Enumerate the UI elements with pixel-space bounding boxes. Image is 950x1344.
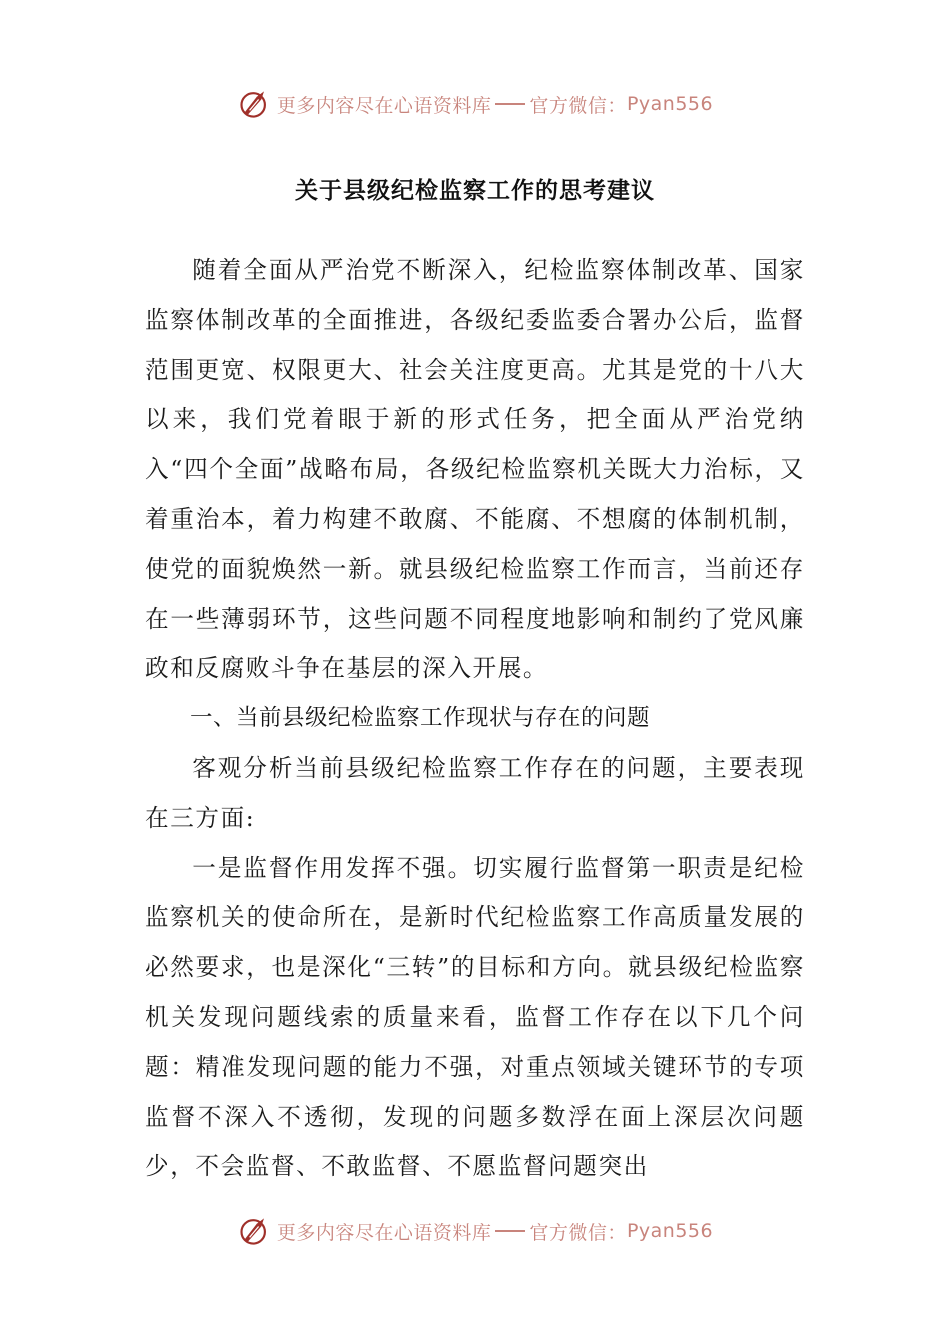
watermark-id: Pyan556: [626, 93, 714, 115]
section-paragraph: 客观分析当前县级纪检监察工作存在的问题，主要表现在三方面:: [145, 753, 805, 832]
pen-nib-circle-icon: [237, 86, 273, 122]
watermark-text: 更多内容尽在心语资料库: [276, 1221, 492, 1244]
section-heading: 一、当前县级纪检监察工作现状与存在的问题: [190, 705, 651, 732]
watermark-dash: [495, 1230, 525, 1232]
intro-paragraph: 随着全面从严治党不断深入，纪检监察体制改革、国家监察体制改革的全面推进，各级纪委监委合署办公后，监督范围更宽、权限更大、社会关注度更高。尤其是党的十八大以来，我们党着眼于新的形式任务，把全面从严治党纳入“四个全面”战略布局，各级纪检监察机关既大力治标，又着重治本，着力构建不敢腐、不能腐、不想腐的体制机制，使党的面貌焕然一新。就县级纪检监察工作而言，当前还存在一些薄弱环节，这些问题不同程度地影响和制约了党风廉政和反腐败斗争在基层的深入开展。: [145, 256, 805, 683]
header-watermark: [0, 84, 950, 124]
document-title: 关于县级纪检监察工作的思考建议: [295, 178, 655, 204]
watermark-label: 官方微信：: [529, 1221, 627, 1244]
watermark-dash: [495, 103, 525, 105]
document-body: [145, 246, 805, 1192]
pen-nib-circle-icon: [237, 1213, 273, 1249]
footer-watermark: [0, 1211, 950, 1251]
section-paragraph: 一是监督作用发挥不强。切实履行监督第一职责是纪检监察机关的使命所在，是新时代纪检监察工作高质量发展的必然要求，也是深化“三转”的目标和方向。就县级纪检监察机关发现问题线索的质量来看，监督工作存在以下几个问题：精准发现问题的能力不强，对重点领域关键环节的专项监督不深入不透彻，发现的问题多数浮在面上深层次问题少，不会监督、不敢监督、不愿监督问题突出: [145, 853, 805, 1181]
watermark-id: Pyan556: [626, 1220, 714, 1242]
watermark-label: 官方微信：: [529, 94, 627, 117]
watermark-text: 更多内容尽在心语资料库: [276, 94, 492, 117]
